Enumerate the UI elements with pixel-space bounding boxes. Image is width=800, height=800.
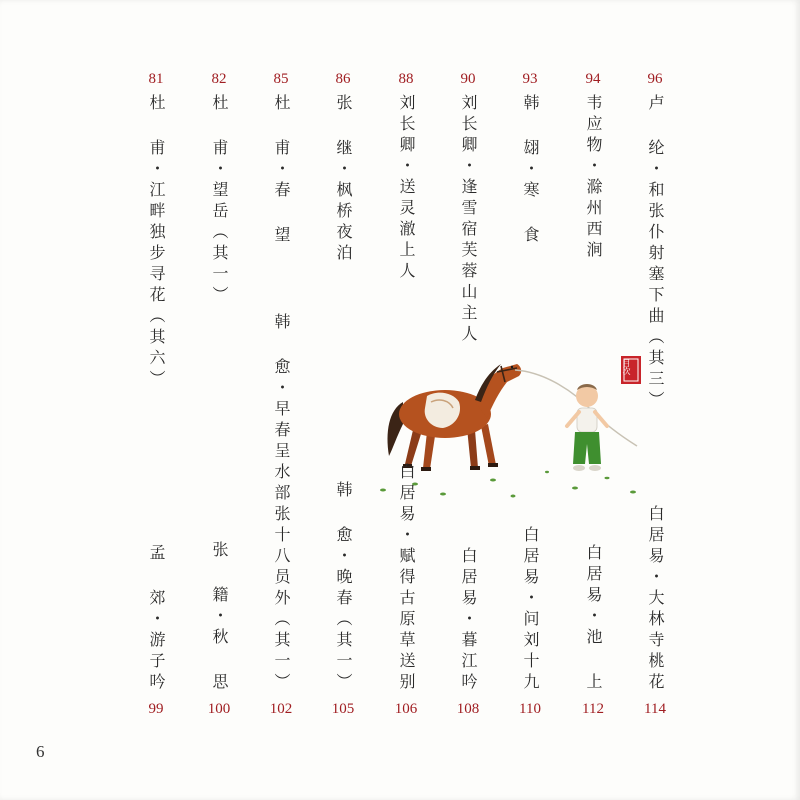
entry-page-number: 94 bbox=[585, 71, 601, 87]
toc-entry[interactable] bbox=[388, 463, 424, 718]
entry-page-number: 81 bbox=[148, 71, 164, 87]
toc-entry[interactable] bbox=[575, 544, 611, 718]
entry-page-number: 110 bbox=[519, 701, 541, 717]
entry-page-number: 88 bbox=[398, 71, 414, 87]
toc-entry[interactable] bbox=[450, 70, 486, 346]
toc-entry[interactable] bbox=[512, 526, 548, 718]
entry-title: 白居易・赋得古原草送别 bbox=[397, 463, 416, 694]
toc-entry[interactable] bbox=[201, 70, 237, 307]
entry-title: 白居易・大林寺桃花 bbox=[646, 505, 665, 694]
entry-title: 杜 甫・春 望 bbox=[272, 94, 291, 247]
entry-title: 韩 愈・晚春（其一） bbox=[334, 481, 353, 694]
entry-title: 白居易・暮江吟 bbox=[459, 547, 478, 694]
toc-entry[interactable] bbox=[138, 544, 174, 718]
entry-title: 卢 纶・和张仆射塞下曲（其三） bbox=[646, 94, 665, 412]
entry-title: 张 籍・秋 思 bbox=[210, 541, 229, 694]
entry-title: 韩 翃・寒 食 bbox=[521, 94, 540, 247]
toc-entry[interactable] bbox=[637, 505, 673, 718]
toc-entry[interactable] bbox=[325, 70, 361, 265]
entry-title: 韩 愈・早春呈水部张十八员外（其一） bbox=[272, 313, 291, 694]
seal-label: 目次 bbox=[622, 359, 631, 375]
toc-entry[interactable] bbox=[138, 70, 174, 391]
entry-page-number: 90 bbox=[460, 71, 476, 87]
page-number: 6 bbox=[36, 742, 45, 761]
toc-entry[interactable] bbox=[263, 313, 299, 718]
toc-entry[interactable] bbox=[450, 547, 486, 718]
entry-title: 刘长卿・逢雪宿芙蓉山主人 bbox=[459, 94, 478, 346]
toc-entry[interactable] bbox=[512, 70, 548, 247]
entry-page-number: 82 bbox=[211, 71, 227, 87]
toc-entry[interactable] bbox=[325, 481, 361, 718]
entry-page-number: 114 bbox=[644, 701, 666, 717]
entry-title: 孟 郊・游子吟 bbox=[147, 544, 166, 694]
toc-entry[interactable] bbox=[263, 70, 299, 247]
entry-title: 杜 甫・望岳（其一） bbox=[210, 94, 229, 307]
entry-title: 韦应物・滁州西涧 bbox=[584, 94, 603, 262]
entry-page-number: 105 bbox=[331, 701, 355, 717]
entry-page-number: 106 bbox=[394, 701, 418, 717]
entry-page-number: 96 bbox=[647, 71, 663, 87]
entry-page-number: 93 bbox=[522, 71, 538, 87]
entry-page-number: 108 bbox=[456, 701, 480, 717]
entry-page-number: 99 bbox=[148, 701, 164, 717]
entry-title: 张 继・枫桥夜泊 bbox=[334, 94, 353, 265]
toc-entry[interactable] bbox=[201, 541, 237, 718]
entry-title: 刘长卿・送灵澈上人 bbox=[397, 94, 416, 283]
entry-title: 白居易・池 上 bbox=[584, 544, 603, 694]
entry-page-number: 85 bbox=[273, 71, 289, 87]
entry-page-number: 112 bbox=[582, 701, 604, 717]
toc-entry[interactable] bbox=[388, 70, 424, 283]
entry-page-number: 86 bbox=[335, 71, 351, 87]
entry-page-number: 102 bbox=[269, 701, 293, 717]
entry-title: 白居易・问刘十九 bbox=[521, 526, 540, 694]
toc-entry[interactable] bbox=[575, 70, 611, 262]
entry-title: 杜 甫・江畔独步寻花（其六） bbox=[147, 94, 166, 391]
entry-page-number: 100 bbox=[207, 701, 231, 717]
